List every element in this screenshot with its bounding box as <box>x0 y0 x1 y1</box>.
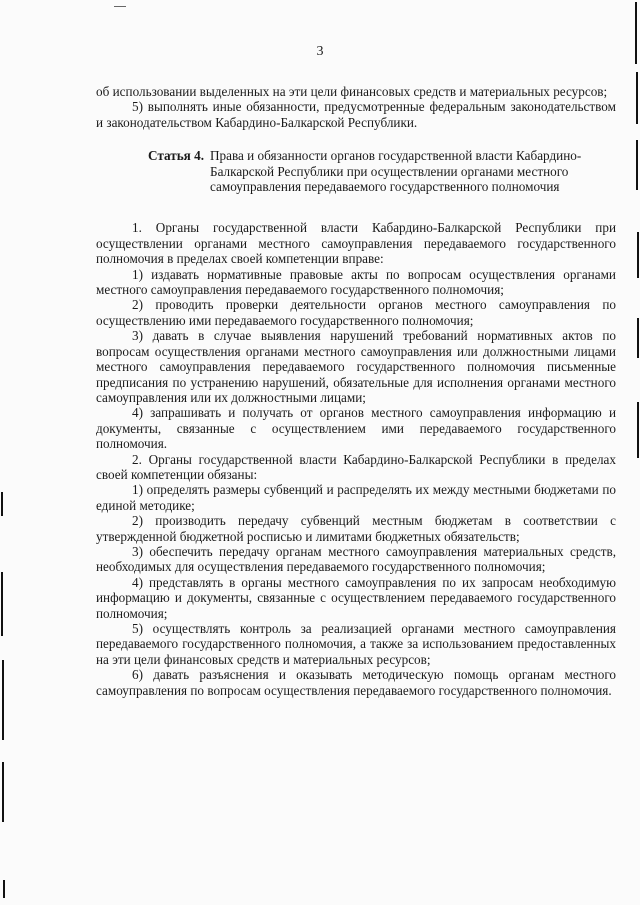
scan-edge-left <box>2 660 4 740</box>
scan-mark-top <box>114 6 126 7</box>
paragraph: 3) давать в случае выявления нарушений требований нормативных актов по вопросам осуществления органами местного самоуправления или должностными лицами местного самоуправления передаваемого государственного полномочия письменные предписания по устранению нарушений, обязательные для исполнения органами местного самоуправления или их должностными лицами; <box>96 328 616 405</box>
paragraph: 5) осуществлять контроль за реализацией органами местного самоуправления передаваемого государственного полномочия, а также за использованием предоставленных на эти цели финансовых средств и материальных ресурсов; <box>96 621 616 667</box>
scan-edge-right <box>637 232 639 278</box>
paragraph: 4) представлять в органы местного самоуправления по их запросам необходимую информацию и документы, связанные с осуществлением передаваемого государственного полномочия; <box>96 574 616 621</box>
paragraph: 6) давать разъяснения и оказывать методическую помощь органам местного самоуправления по вопросам осуществления передаваемого государственного полномочия. <box>96 667 616 698</box>
paragraph: 2) производить передачу субвенций местным бюджетам в соответствии с утвержденной бюджетной росписью и лимитами бюджетных обязательств; <box>96 513 616 544</box>
scan-edge-right <box>636 72 638 124</box>
document-body <box>96 84 616 698</box>
article-heading <box>96 148 616 194</box>
scan-edge-left <box>1 492 3 516</box>
article-label: Статья 4. <box>147 148 204 164</box>
scan-edge-right <box>636 140 638 190</box>
paragraph: 1) определять размеры субвенций и распределять их между местными бюджетами по единой методике; <box>96 482 616 513</box>
page-number: 3 <box>316 44 324 59</box>
paragraph: 3) обеспечить передачу органам местного самоуправления материальных средств, необходимых для осуществления передаваемого государственного полномочия; <box>96 543 616 575</box>
scan-edge-left <box>1 572 3 636</box>
paragraph: 2. Органы государственной власти Кабардино-Балкарской Республики в пределах своей компетенции обязаны: <box>96 451 616 482</box>
paragraph: об использовании выделенных на эти цели финансовых средств и материальных ресурсов; <box>96 84 608 99</box>
paragraph: 1. Органы государственной власти Кабардино-Балкарской Республики при осуществлении органами местного самоуправления передаваемого государственного полномочия в пределах своей компетенции вправе: <box>96 220 616 267</box>
scan-edge-left <box>3 880 5 898</box>
scan-edge-right <box>637 402 639 458</box>
scan-edge-left <box>2 762 4 822</box>
scan-edge-right <box>637 318 639 358</box>
paragraph: 2) проводить проверки деятельности органов местного самоуправления по осуществлению ими передаваемого государственного полномочия; <box>96 297 616 328</box>
paragraph: 5) выполнять иные обязанности, предусмотренные федеральным законодательством и законодательством Кабардино-Балкарской Республики. <box>96 99 616 130</box>
article-title: Права и обязанности органов государственной власти Кабардино-Балкарской Республики при осуществлении органами местного самоуправления передаваемого государственного полномочия <box>210 148 582 195</box>
paragraph: 4) запрашивать и получать от органов местного самоуправления информацию и документы, связанные с осуществлением ими передаваемого государственного полномочия. <box>96 405 616 452</box>
paragraph: 1) издавать нормативные правовые акты по вопросам осуществления органами местного самоуправления передаваемого государственного полномочия; <box>96 266 616 298</box>
